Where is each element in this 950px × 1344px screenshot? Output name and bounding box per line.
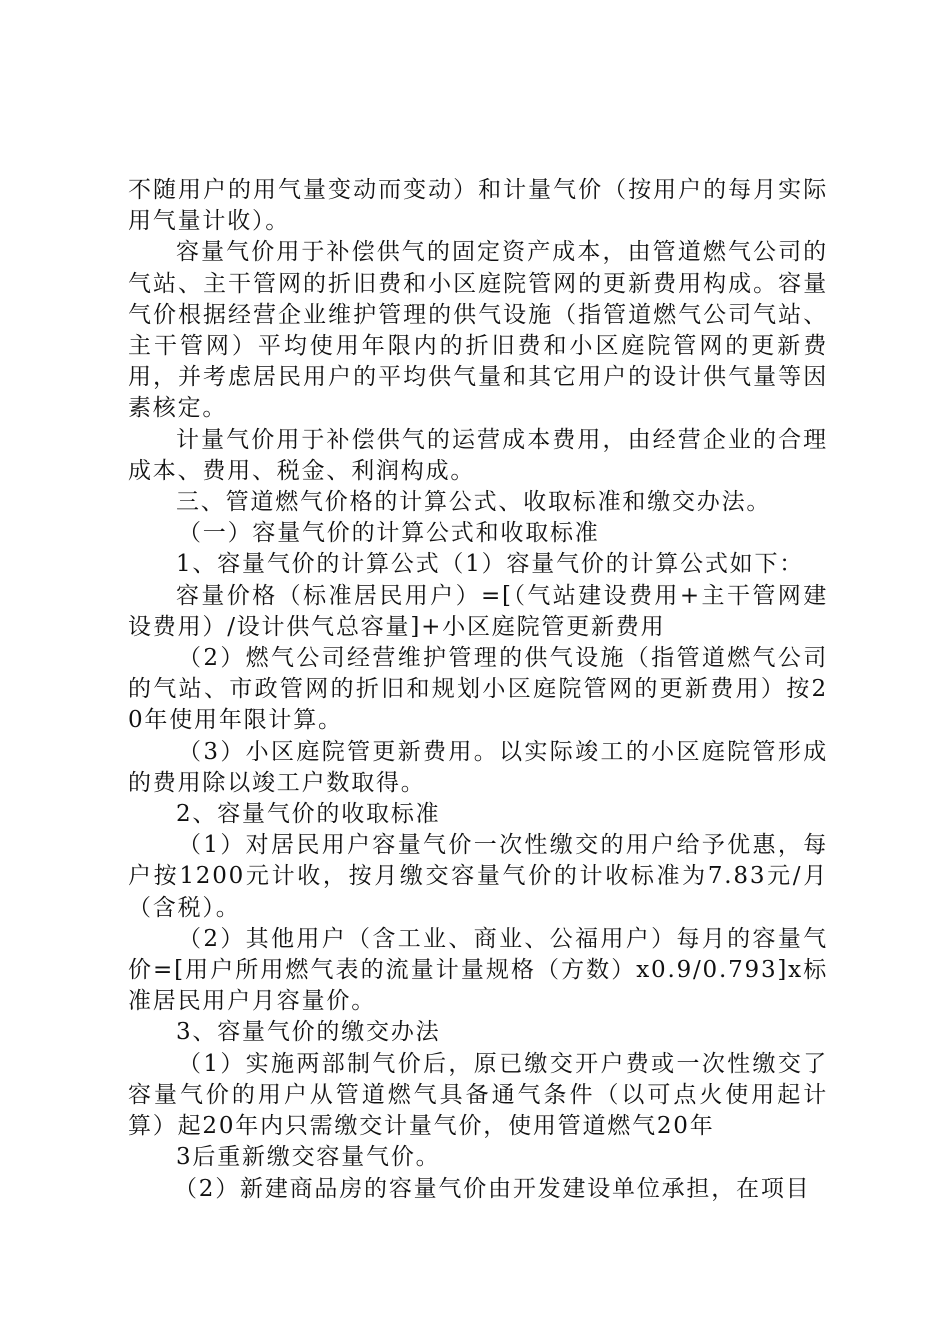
item-payment-heading: 3、容量气价的缴交办法 (176, 1019, 441, 1046)
section-heading-three: 三、管道燃气价格的计算公式、收取标准和缴交办法。 (176, 489, 772, 516)
item-standard-heading: 2、容量气价的收取标准 (176, 801, 441, 828)
document-body (128, 175, 828, 1205)
paragraph-metered-price: 计量气价用于补偿供气的运营成本费用，由经营企业的合理成本、费用、税金、利润构成。 (128, 426, 828, 484)
paragraph-payment-2: （2）新建商品房的容量气价由开发建设单位承担，在项目 (174, 1175, 811, 1202)
paragraph-item-2: （2）燃气公司经营维护管理的供气设施（指管道燃气公司的气站、市政管网的折旧和规划小区庭院管网的更新费用）按20年使用年限计算。 (128, 645, 828, 734)
paragraph-formula: 容量价格（标准居民用户）=[（气站建设费用+主干管网建设费用）/设计供气总容量]+小区庭院管更新费用 (128, 582, 828, 640)
item-formula-heading: 1、容量气价的计算公式（1）容量气价的计算公式如下： (176, 551, 805, 578)
subsection-heading-one: （一）容量气价的计算公式和收取标准 (178, 520, 600, 547)
paragraph-payment-1: （1）实施两部制气价后，原已缴交开户费或一次性缴交了容量气价的用户从管道燃气具备通气条件（以可点火使用起计算）起20年内只需缴交计量气价，使用管道燃气20年 (128, 1050, 828, 1140)
paragraph-item-3: （3）小区庭院管更新费用。以实际竣工的小区庭院管形成的费用除以竣工户数取得。 (128, 738, 828, 796)
paragraph-standard-2: （2）其他用户（含工业、商业、公福用户）每月的容量气价=[用户所用燃气表的流量计量规格（方数）x0.9/0.793]x标准居民用户月容量价。 (128, 925, 828, 1015)
paragraph-capacity-price: 容量气价用于补偿供气的固定资产成本，由管道燃气公司的气站、主干管网的折旧费和小区庭院管网的更新费用构成。容量气价根据经营企业维护管理的供气设施（指管道燃气公司气站、主干管网）平均使用年限内的折旧费和小区庭院管网的更新费用，并考虑居民用户的平均供气量和其它用户的设计供气量等因素核定。 (128, 239, 828, 422)
paragraph-standard-1: （1）对居民用户容量气价一次性缴交的用户给予优惠，每户按1200元计收，按月缴交容量气价的计收标准为7.83元/月（含税）。 (128, 832, 828, 921)
paragraph-continuation: 不随用户的用气量变动而变动）和计量气价（按用户的每月实际用气量计收）。 (128, 177, 828, 235)
paragraph-payment-1-cont: 3后重新缴交容量气价。 (176, 1144, 441, 1171)
